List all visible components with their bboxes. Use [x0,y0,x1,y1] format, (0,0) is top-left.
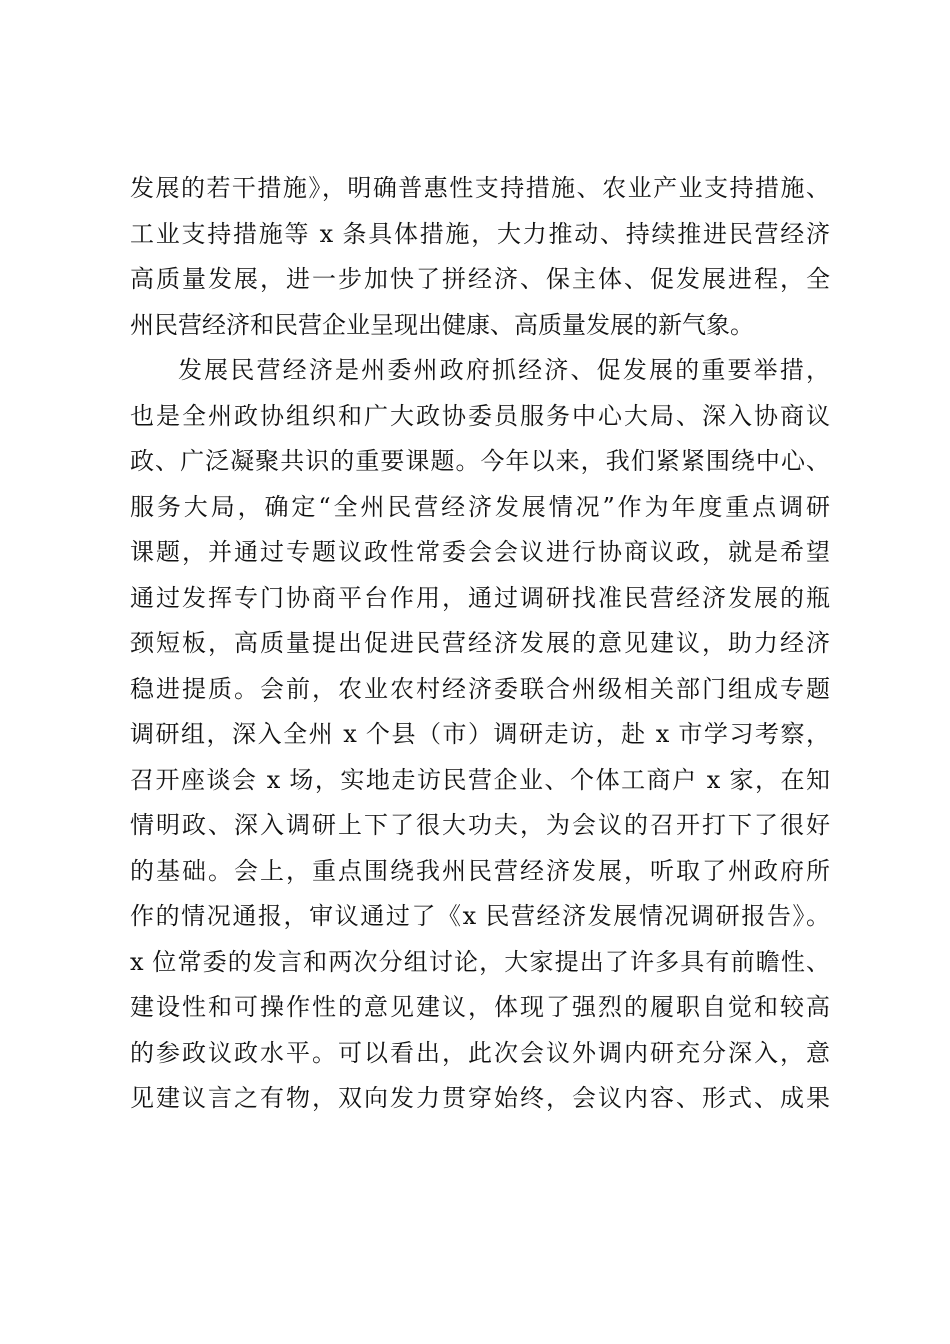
text-line: 召开座谈会 x 场，实地走访民营企业、个体工商户 x 家，在知 [130,765,830,794]
text-line: 工业支持措施等 x 条具体措施，大力推动、持续推进民营经济 [130,219,830,248]
text-line: 的参政议政水平。可以看出，此次会议外调内研充分深入，意 [130,1038,830,1067]
text-line: 的基础。会上，重点围绕我州民营经济发展，听取了州政府所 [130,856,830,885]
text-line: 课题，并通过专题议政性常委会会议进行协商议政，就是希望 [130,538,830,566]
text-line: 高质量发展，进一步加快了拼经济、保主体、促发展进程，全 [130,265,830,293]
text-line: 稳进提质。会前，农业农村经济委联合州级相关部门组成专题 [130,674,830,703]
text-line: 情明政、深入调研上下了很大功夫，为会议的召开打下了很好 [130,811,830,839]
text-line: 颈短板，高质量提出促进民营经济发展的意见建议，助力经济 [130,629,830,657]
text-line: 政、广泛凝聚共识的重要课题。今年以来，我们紧紧围绕中心、 [130,447,830,475]
body-text [130,166,830,1122]
text-line: x 位常委的发言和两次分组讨论，大家提出了许多具有前瞻性、 [130,947,830,976]
text-line: 服务大局，确定“全州民营经济发展情况”作为年度重点调研 [130,492,830,521]
text-line: 调研组，深入全州 x 个县（市）调研走访，赴 x 市学习考察， [130,720,830,748]
text-line: 发展民营经济是州委州政府抓经济、促发展的重要举措， [178,356,830,384]
text-line: 建设性和可操作性的意见建议，体现了强烈的履职自觉和较高 [130,993,830,1021]
text-line: 发展的若干措施》，明确普惠性支持措施、农业产业支持措施、 [130,174,830,202]
text-line: 也是全州政协组织和广大政协委员服务中心大局、深入协商议 [130,401,830,430]
text-line: 通过发挥专门协商平台作用，通过调研找准民营经济发展的瓶 [130,583,830,612]
text-line: 见建议言之有物，双向发力贯穿始终，会议内容、形式、成果 [130,1084,830,1112]
text-line: 作的情况通报，审议通过了《x 民营经济发展情况调研报告》。 [130,902,830,930]
text-line: 州民营经济和民营企业呈现出健康、高质量发展的新气象。 [130,310,754,339]
